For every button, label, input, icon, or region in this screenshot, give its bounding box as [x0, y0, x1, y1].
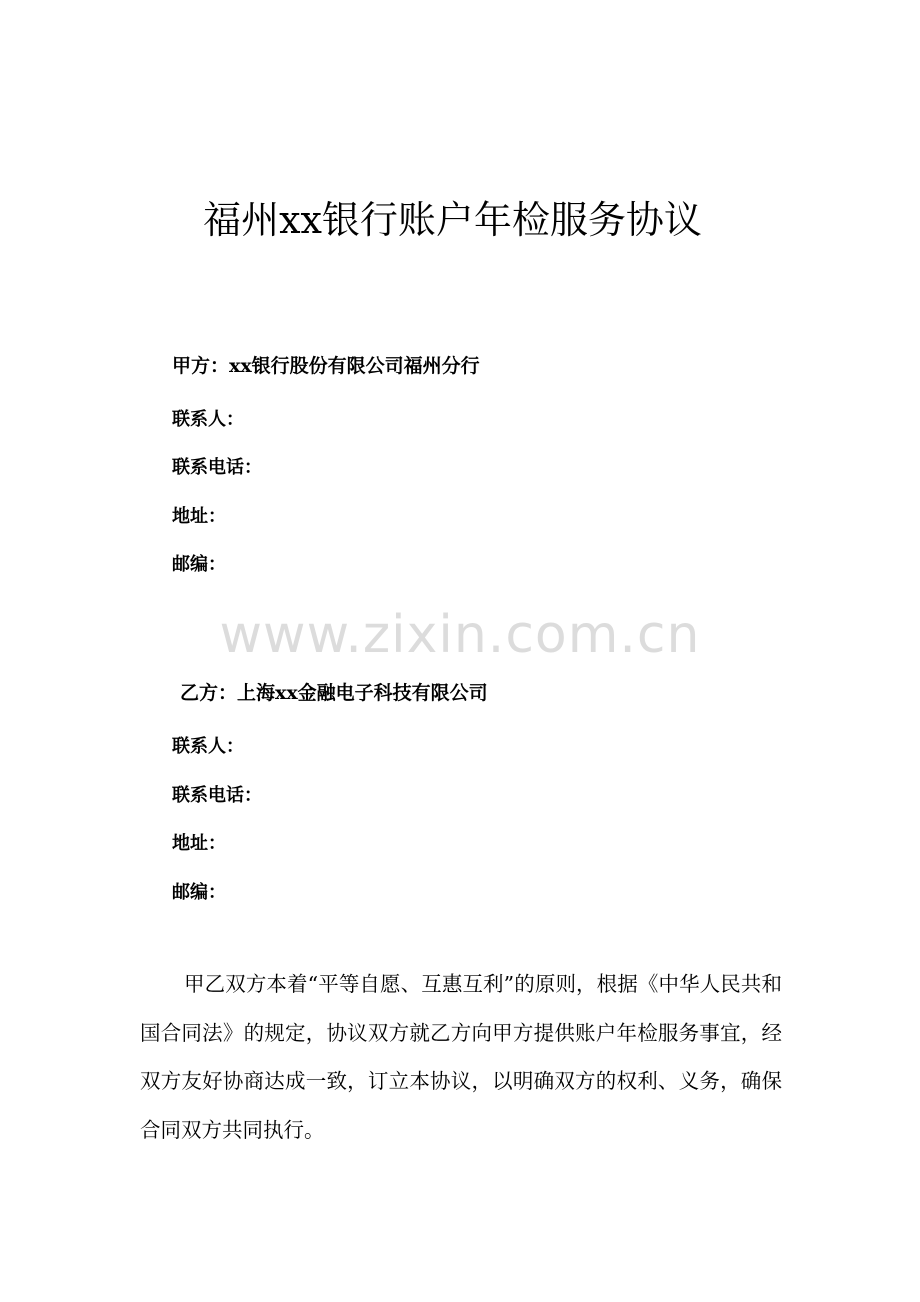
party-b-address-label: 地址：: [172, 833, 226, 854]
party-b-contact-label: 联系人：: [172, 736, 244, 757]
party-b-phone-label: 联系电话：: [172, 785, 262, 806]
party-a-address-label: 地址：: [172, 506, 226, 527]
party-a-heading: 甲方：xx银行股份有限公司福州分行: [172, 355, 480, 377]
party-b-heading: 乙方：上海xx金融电子科技有限公司: [180, 682, 488, 704]
party-a-postcode-label: 邮编：: [172, 554, 226, 575]
party-b-postcode-label: 邮编：: [172, 882, 226, 903]
watermark: www.zixin.com.cn: [219, 605, 701, 665]
intro-paragraph: 甲乙双方本着“平等自愿、互惠互利”的原则，根据《中华人民共和国合同法》的规定，协议双方就乙方向甲方提供账户年检服务事宜，经双方友好协商达成一致，订立本协议，以明确双方的权利、义务，确保合同双方共同执行。: [140, 972, 782, 1142]
document-title: 福州xx银行账户年检服务协议: [203, 198, 702, 242]
party-a-phone-label: 联系电话：: [172, 457, 262, 478]
party-a-contact-label: 联系人：: [172, 409, 244, 430]
